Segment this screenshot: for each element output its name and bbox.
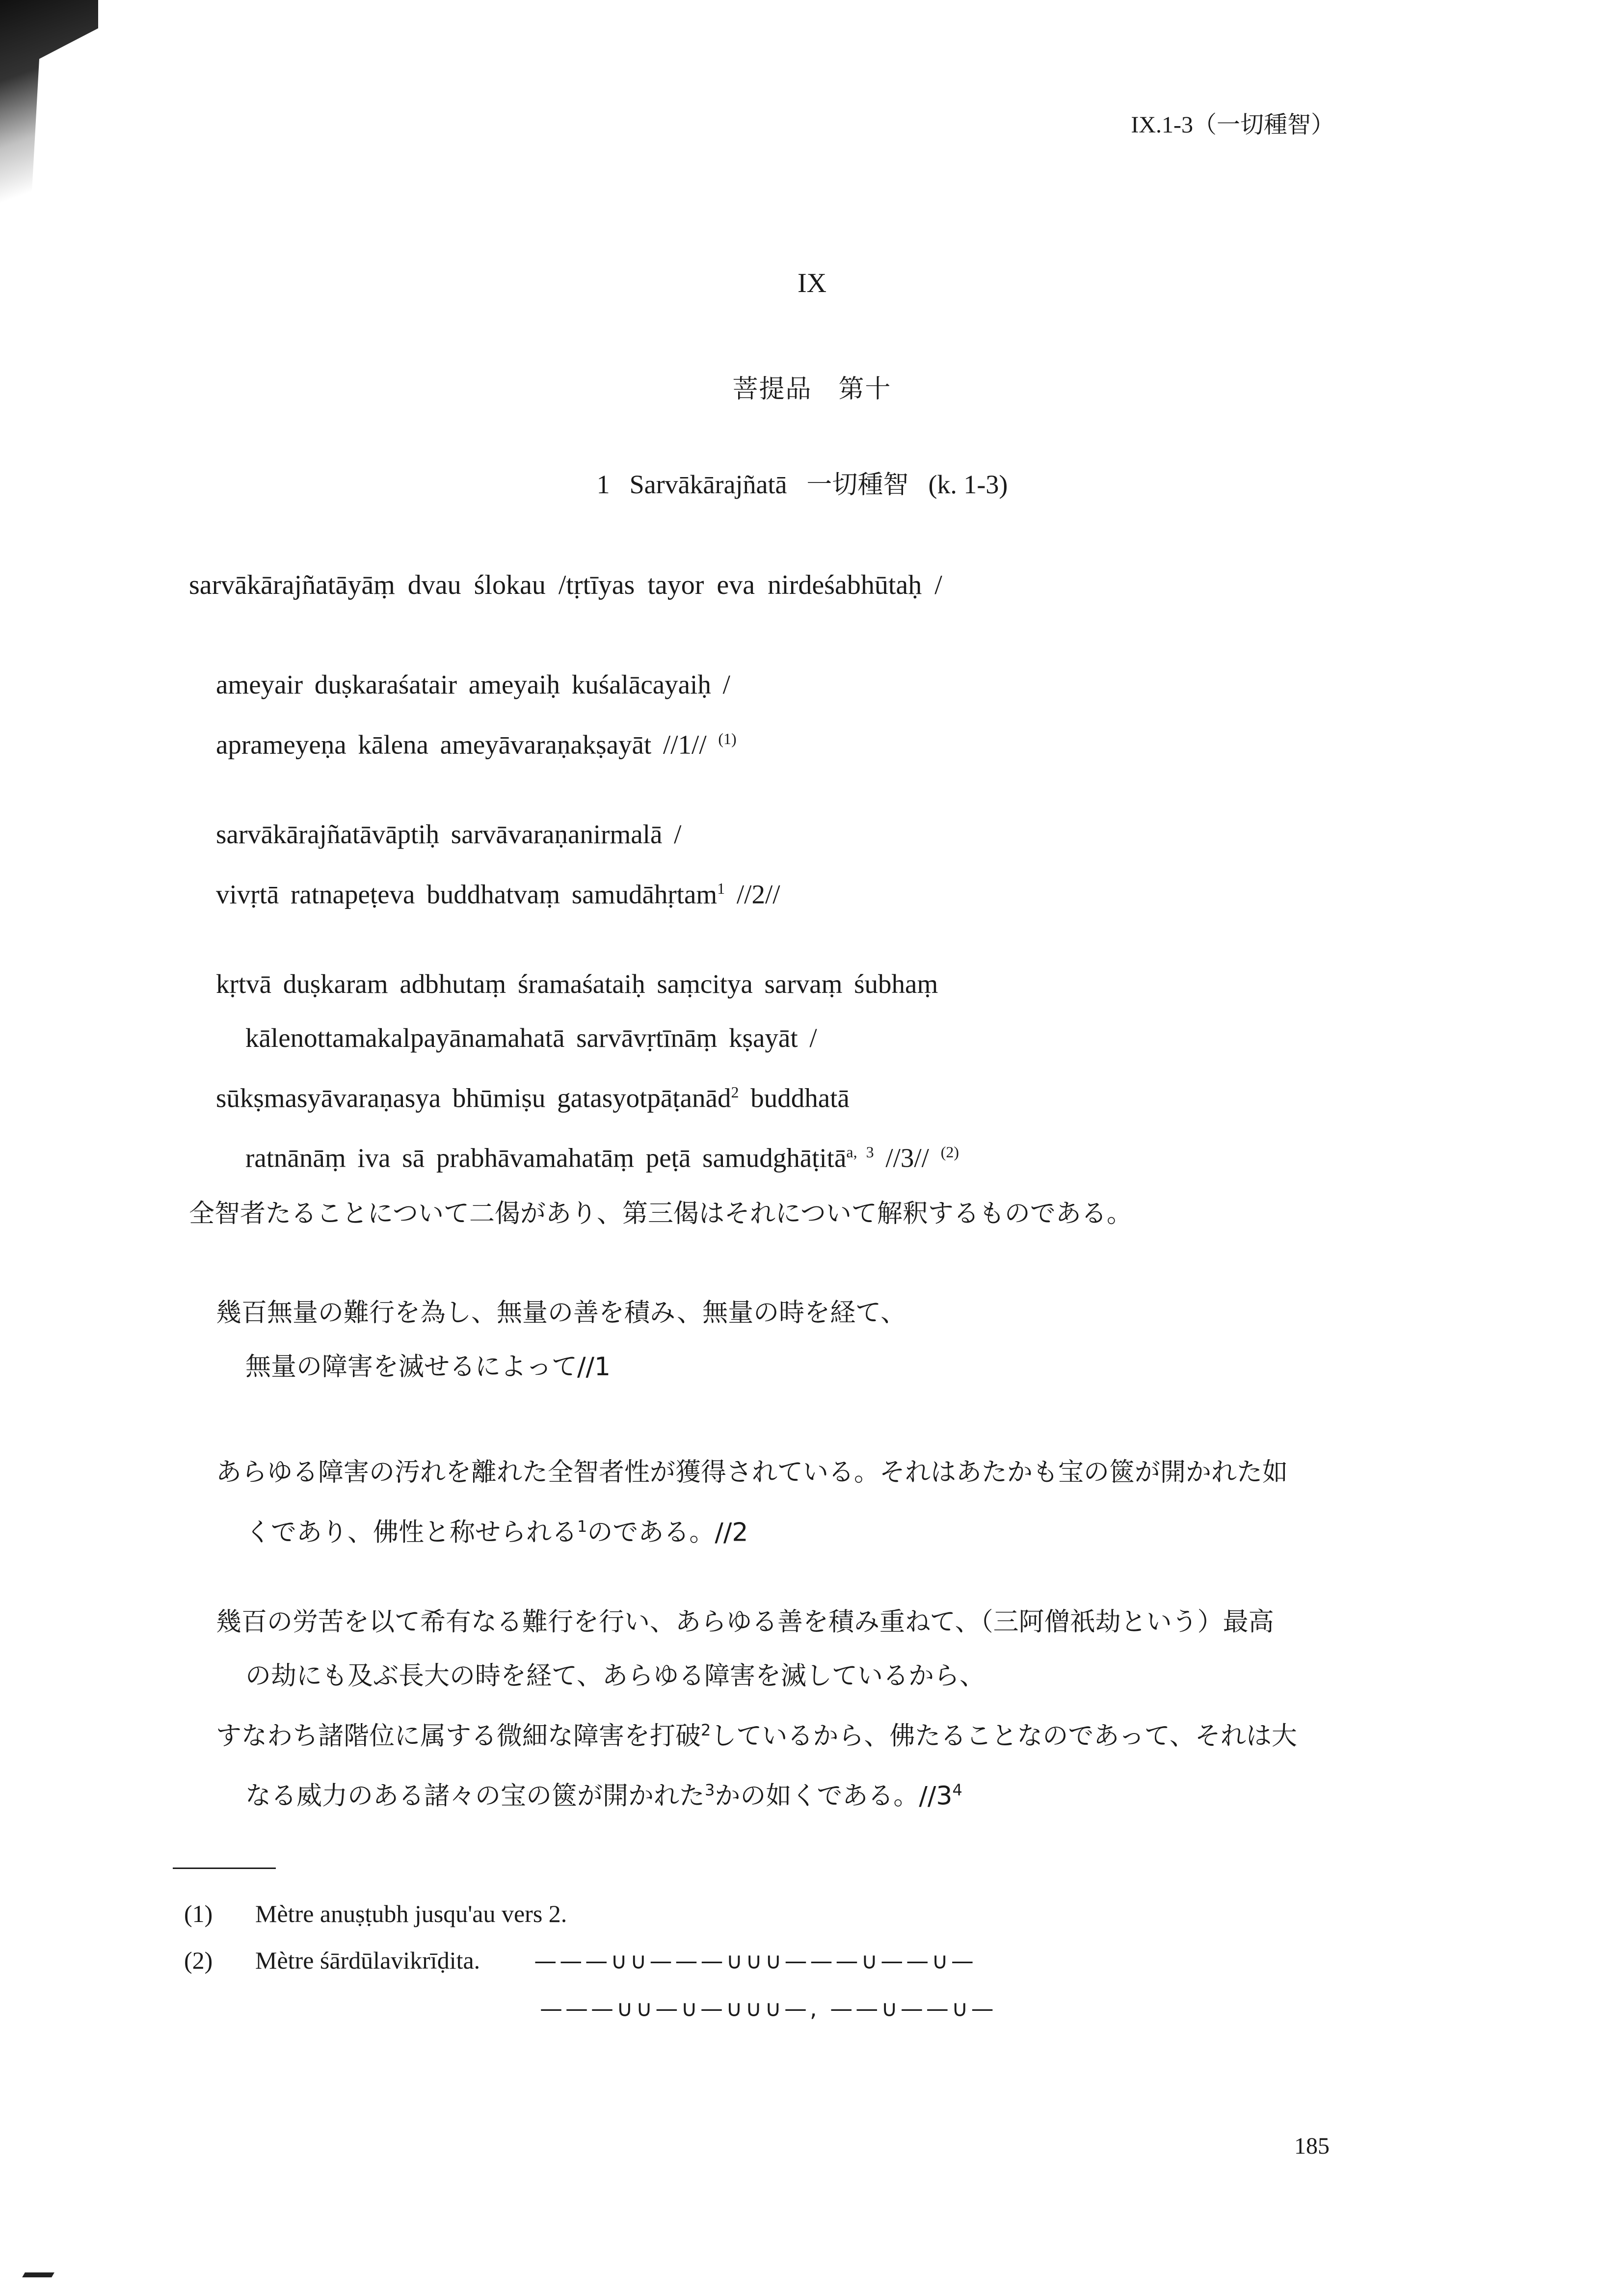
verse-1	[216, 658, 737, 772]
translation-text: すなわち諸階位に属する微細な障害を打破	[216, 1721, 701, 1751]
footnote-marker: (1)	[718, 730, 737, 748]
translation-line: の劫にも及ぶ長大の時を経て、あらゆる障害を滅しているから、	[245, 1661, 985, 1691]
verse-number: //3//	[885, 1143, 929, 1173]
section-number: 1	[596, 470, 610, 499]
scan-artifact	[0, 0, 98, 236]
note-marker: 1	[717, 880, 725, 897]
section-ref: (k. 1-3)	[928, 470, 1008, 499]
verse-text: buddhatā	[750, 1083, 850, 1113]
translation-line	[216, 1703, 1297, 1763]
verse-2	[216, 807, 780, 921]
verse-line: kālenottamakalpayānamahatā sarvāvṛtīnāṃ kṣayāt /	[245, 1023, 817, 1053]
footnote-text: Mètre śārdūlavikrīḍita.	[255, 1947, 480, 1974]
chapter-title: 菩提品 第十	[732, 374, 892, 404]
translation-verse-1	[216, 1286, 906, 1394]
note-marker: 3	[705, 1781, 715, 1800]
footnote-marker: (2)	[940, 1143, 959, 1161]
footnote-text: Mètre anuṣṭubh jusqu'au vers 2.	[255, 1900, 567, 1927]
translation-verse-2	[216, 1445, 1288, 1559]
translation-line: あらゆる障害の汚れを離れた全智者性が獲得されている。それはあたかも宝の篋が開かれた如	[216, 1458, 1288, 1487]
note-marker: 2	[701, 1721, 711, 1739]
note-marker: 2	[731, 1083, 739, 1101]
translation-line	[216, 1763, 1297, 1823]
footnote-rule	[173, 1868, 276, 1869]
translation-text: しているから、佛たることなのであって、それは大	[711, 1721, 1297, 1751]
verse-number: //2//	[736, 879, 780, 909]
translation-text: なる威力のある諸々の宝の篋が開かれた	[245, 1781, 705, 1811]
verse-line	[216, 712, 737, 772]
footnote-number: (1)	[184, 1900, 213, 1927]
translation-intro: 全智者たることについて二偈があり、第三偈はそれについて解釈するものである。	[189, 1199, 1132, 1228]
translation-text: のである。//2	[587, 1518, 748, 1548]
verse-line: kṛtvā duṣkaram adbhutaṃ śramaśataiḥ saṃcitya sarvaṃ śubhaṃ	[216, 969, 938, 999]
verse-text: ratnānāṃ iva sā prabhāvamahatāṃ peṭā samudghāṭitā	[245, 1143, 847, 1173]
verse-3	[216, 957, 959, 1185]
note-marker: a, 3	[846, 1143, 874, 1161]
translation-text: かの如くである。//3	[715, 1781, 953, 1811]
translation-line	[216, 1499, 1288, 1559]
section-sanskrit: Sarvākārajñatā	[629, 470, 787, 499]
note-marker: 1	[577, 1517, 587, 1536]
translation-text: くであり、佛性と称せられる	[245, 1518, 578, 1548]
verse-line	[216, 1065, 959, 1125]
verse-line: sarvākārajñatāvāptiḥ sarvāvaraṇanirmalā /	[216, 819, 682, 849]
footnote-1	[184, 1899, 567, 1928]
translation-line: 幾百無量の難行を為し、無量の善を積み、無量の時を経て、	[216, 1298, 906, 1328]
footnote-2	[184, 1946, 977, 1975]
note-marker: 4	[952, 1781, 962, 1800]
verse-line	[216, 1125, 959, 1185]
metre-scheme-continued: ———∪∪—∪—∪∪∪—, ——∪——∪—	[540, 1995, 997, 2022]
metre-scheme: ———∪∪———∪∪∪———∪——∪—	[534, 1948, 977, 1974]
page-number: 185	[1294, 2133, 1330, 2159]
verse-text: aprameyeṇa kālena ameyāvaraṇakṣayāt //1//	[216, 729, 707, 760]
translation-verse-3	[216, 1595, 1297, 1823]
verse-text: sūkṣmasyāvaraṇasya bhūmiṣu gatasyotpāṭanād	[216, 1083, 731, 1113]
corner-mark	[22, 2272, 54, 2277]
sanskrit-intro: sarvākārajñatāyāṃ dvau ślokau /tṛtīyas tayor eva nirdeśabhūtaḥ /	[189, 570, 942, 600]
translation-line: 幾百の労苦を以て希有なる難行を行い、あらゆる善を積み重ねて、（三阿僧祇劫という）最高	[216, 1607, 1274, 1637]
verse-line: ameyair duṣkaraśatair ameyaiḥ kuśalācayaiḥ /	[216, 669, 730, 699]
section-japanese: 一切種智	[806, 470, 909, 500]
footnote-number: (2)	[184, 1947, 213, 1974]
verse-text: vivṛtā ratnapeṭeva buddhatvaṃ samudāhṛtam	[216, 879, 718, 909]
verse-line	[216, 861, 780, 921]
translation-line: 無量の障害を滅せるによって//1	[245, 1352, 611, 1382]
running-head: IX.1-3（一切種智）	[1131, 112, 1334, 138]
section-title	[0, 464, 1624, 501]
chapter-number: IX	[797, 268, 827, 298]
